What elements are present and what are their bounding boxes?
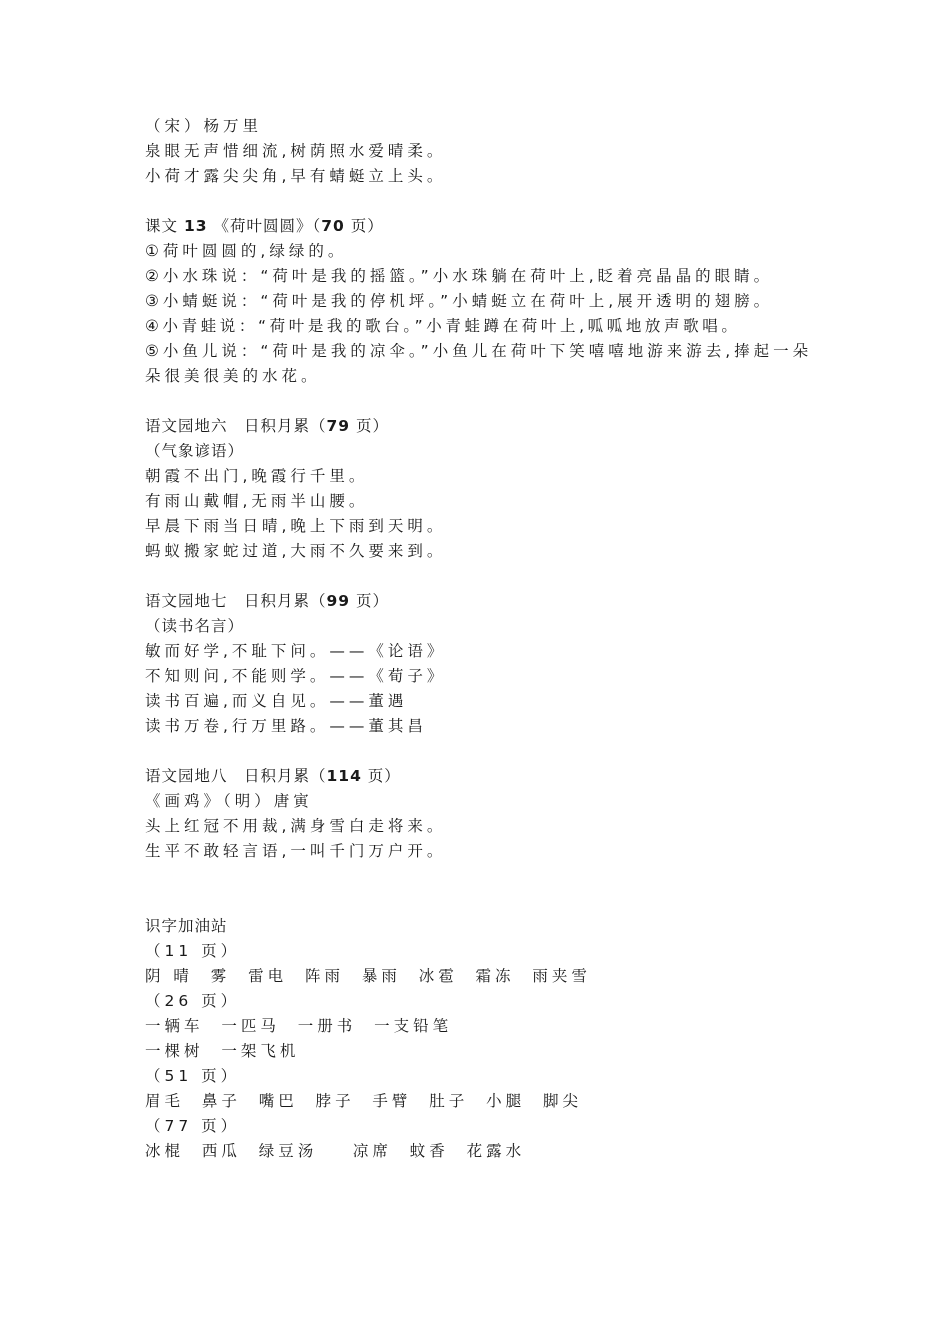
page-ref: （11 页） [145,942,241,960]
proverb-line: 蚂蚁搬家蛇过道,大雨不久要来到。 [145,542,447,560]
proverb-line: 早晨下雨当日晴,晚上下雨到天明。 [145,517,447,535]
lesson-item: ④小青蛙说：“荷叶是我的歌台。”小青蛙蹲在荷叶上,呱呱地放声歌唱。 [145,317,741,335]
garden-6-subtitle: （气象谚语） [145,442,245,460]
lesson-item: ①荷叶圆圆的,绿绿的。 [145,242,348,260]
poem-line: 小荷才露尖尖角,早有蜻蜓立上头。 [145,167,447,185]
quote-line: 读书万卷,行万里路。——董其昌 [145,717,427,735]
garden-8-subtitle: 《画鸡》（明）唐寅 [145,792,313,810]
word-list: 阴 晴 雾 雷电 阵雨 暴雨 冰雹 霜冻 雨夹雪 [145,967,591,985]
document-page [145,114,825,1164]
page-ref: （77 页） [145,1117,241,1135]
word-list: 一棵树 一架飞机 [145,1042,300,1060]
lesson-item: ②小水珠说：“荷叶是我的摇篮。”小水珠躺在荷叶上,眨着亮晶晶的眼睛。 [145,267,774,285]
word-list: 一辆车 一匹马 一册书 一支铅笔 [145,1017,453,1035]
quote-line: 不知则问,不能则学。——《荀子》 [145,667,447,685]
garden-6-heading: 语文园地六 日积月累（79 页） [145,417,390,435]
word-list: 眉毛 鼻子 嘴巴 脖子 手臂 肚子 小腿 脚尖 [145,1092,582,1110]
garden-7-heading: 语文园地七 日积月累（99 页） [145,592,390,610]
quote-line: 敏而好学,不耻下问。——《论语》 [145,642,447,660]
page-ref: （26 页） [145,992,241,1010]
proverb-line: 朝霞不出门,晚霞行千里。 [145,467,369,485]
proverb-line: 有雨山戴帽,无雨半山腰。 [145,492,369,510]
literacy-title: 识字加油站 [145,917,228,935]
poem-line: 头上红冠不用裁,满身雪白走将来。 [145,817,447,835]
garden-8-heading: 语文园地八 日积月累（114 页） [145,767,401,785]
lesson-item: ③小蜻蜓说：“荷叶是我的停机坪。”小蜻蜓立在荷叶上,展开透明的翅膀。 [145,292,774,310]
poem-line: 生平不敢轻言语,一叫千门万户开。 [145,842,447,860]
word-list: 冰棍 西瓜 绿豆汤 凉席 蚊香 花露水 [145,1142,526,1160]
poem-author: （宋）杨万里 [145,117,263,135]
garden-7-subtitle: （读书名言） [145,617,245,635]
page-ref: （51 页） [145,1067,241,1085]
lesson-item: ⑤小鱼儿说：“荷叶是我的凉伞。”小鱼儿在荷叶下笑嘻嘻地游来游去,捧起一朵朵很美很美的水花。 [145,342,813,385]
quote-line: 读书百遍,而义自见。——董遇 [145,692,408,710]
poem-line: 泉眼无声惜细流,树荫照水爱晴柔。 [145,142,447,160]
lesson-13-heading: 课文 13 《荷叶圆圆》（70 页） [145,217,384,235]
